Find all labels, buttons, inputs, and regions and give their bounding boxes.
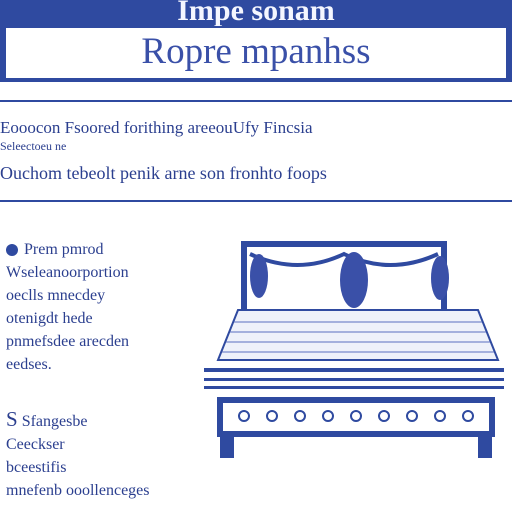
intro-line-2: Seleectoeu ne [0,139,67,153]
banner-subtitle: Ropre mpanhss [141,31,371,72]
list-item: oeclls mnecdey [6,287,106,304]
list-item: bceestifis [6,459,67,476]
divider-top [0,100,512,102]
banner-title: Impe sonam [177,0,335,26]
intro-line-1: Eooocon Fsoored forithing areeouUfy Fincsia [0,118,313,137]
divider-middle [0,200,512,202]
feature-list-1 [6,238,206,376]
list-item: Prem pmrod [6,238,206,261]
feature-list-2 [6,408,206,502]
list-item: Ceeckser [6,436,65,453]
list-item: S Sfangesbe [6,407,88,431]
list-item: pnmefsdee arecden [6,333,130,350]
header-banner [0,0,512,82]
list-item: eedses. [6,356,52,373]
list-item: mnefenb ooollenceges [6,482,150,499]
intro-line-3: Ouchom tebeolt penik arne son fronhto foops [0,163,327,183]
intro-block [0,118,470,184]
list-item: Wseleanoorportion [6,264,129,281]
bullet-icon [6,244,18,256]
banner-subtitle-box [6,28,506,78]
bed-illustration-icon [198,236,504,470]
list-item: otenigdt hede [6,310,93,327]
